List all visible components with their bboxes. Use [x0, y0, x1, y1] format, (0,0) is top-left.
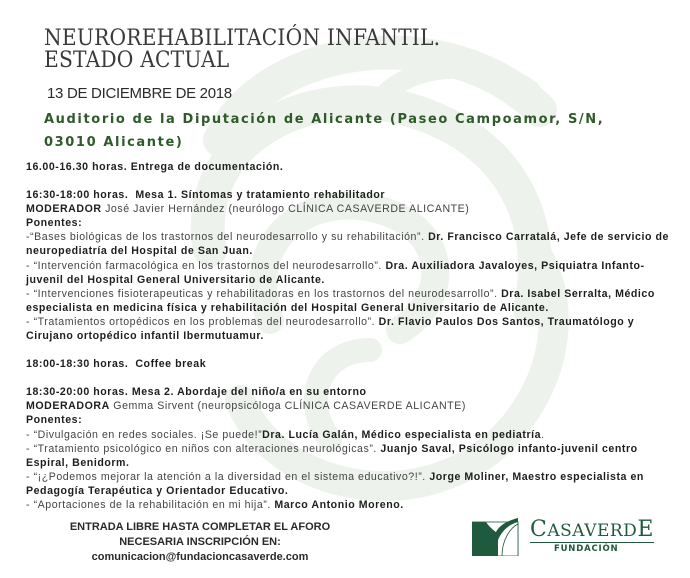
casaverde-logo	[472, 518, 672, 558]
talk-title: “Tratamientos ortopédicos en los problemas del neurodesarrollo”.	[33, 315, 376, 328]
talk-item	[26, 470, 676, 498]
talk-item	[26, 428, 676, 442]
speakers-label	[26, 216, 676, 230]
talk-prefix: -	[26, 287, 34, 300]
session-time: 18:00-18:30 horas.	[26, 358, 129, 371]
talk-speaker: Jorge Moliner, Maestro especialista en Pedagogía Terapéutica y Orientador Educativo.	[26, 470, 644, 497]
talk-item	[26, 315, 676, 343]
fundacion-label: FUNDACIÓN	[554, 544, 619, 554]
talk-prefix: -	[26, 442, 34, 455]
moderator-label: MODERADORA	[26, 400, 110, 413]
program-schedule	[26, 160, 676, 512]
talk-title: “Aportaciones de la rehabilitación en mi hija”.	[33, 498, 271, 511]
event-title	[44, 28, 440, 72]
talk-speaker: Dra. Auxiliadora Javaloyes, Psiquiatra Infanto-juvenil del Hospital General Universitario de Alicante.	[26, 259, 645, 286]
casaverde-wordmark	[530, 517, 654, 543]
talk-suffix: .	[541, 428, 545, 441]
registration-email[interactable]: comunicacion@fundacioncasaverde.com	[91, 551, 309, 563]
talk-item	[26, 442, 676, 470]
schedule-item-mesa2	[26, 385, 676, 399]
session-title: Mesa 2. Abordaje del niño/a en su entorno	[131, 386, 367, 399]
session-title: Entrega de documentación.	[130, 161, 284, 173]
moderator-label: MODERADOR	[26, 203, 102, 216]
talk-title: “¡¿Podemos mejorar la atención a la diversidad en el sistema educativo?!”.	[33, 470, 426, 483]
session-title: Coffee break	[135, 358, 207, 371]
talk-prefix: -	[26, 470, 34, 483]
session-time: 16:30-18:00 horas.	[26, 189, 129, 202]
session-time: 16.00-16.30 horas.	[26, 161, 128, 173]
registration-required: NECESARIA INSCRIPCIÓN EN:	[119, 536, 281, 548]
talk-prefix: -	[26, 259, 34, 272]
free-entry-notice: ENTRADA LIBRE HASTA COMPLETAR EL AFORO	[69, 521, 331, 533]
talk-title: “Bases biológicas de los trastornos del neurodesarrollo y su rehabilitación”.	[30, 231, 425, 244]
talk-item	[26, 230, 676, 258]
talk-title: “Tratamiento psicológico en niños con alteraciones neurológicas”.	[33, 442, 377, 455]
speakers-label-text: Ponentes:	[26, 414, 83, 427]
event-title-line1: NEUROREHABILITACIÓN INFANTIL.	[44, 26, 441, 51]
casaverde-logo-mark-icon	[472, 518, 522, 556]
moderator-name: Gemma Sirvent (neuropsicóloga CLÍNICA CASAVERDE ALICANTE)	[113, 400, 466, 413]
schedule-item-mesa1	[26, 188, 676, 202]
session-time: 18:30-20:00 horas.	[26, 386, 129, 399]
talk-prefix: -	[26, 315, 34, 328]
talk-prefix: -	[26, 231, 31, 244]
talk-speaker: Dr. Flavio Paulos Dos Santos, Traumatólogo y Cirujano ortopédico infantil Ibermutuamur.	[26, 315, 635, 343]
talk-speaker: Marco Antonio Moreno.	[274, 498, 404, 511]
event-date: 13 DE DICIEMBRE DE 2018	[47, 85, 232, 102]
wordmark-rest: ASAVERD	[547, 521, 638, 541]
wordmark-initial: C	[530, 517, 548, 542]
event-venue	[44, 108, 644, 154]
talk-title: “Intervención farmacológica en los trastornos del neurodesarrollo”.	[33, 259, 382, 272]
venue-line1: Auditorio de la Diputación de Alicante (Paseo Campoamor, S/N,	[44, 112, 605, 127]
talk-title: “Intervenciones fisioterapeuticas y rehabilitadoras en los trastornos del neurodesarrollo”.	[33, 287, 498, 300]
event-title-line2: ESTADO ACTUAL	[44, 48, 230, 73]
talk-item	[26, 259, 676, 287]
talk-item	[26, 498, 676, 512]
moderator-name: José Javier Hernández (neurólogo CLÍNICA CASAVERDE ALICANTE)	[105, 203, 470, 216]
talk-prefix: -	[26, 498, 34, 511]
session-title: Mesa 1. Síntomas y tratamiento rehabilitador	[135, 189, 386, 202]
talk-speaker: Dra. Lucía Galán, Médico especialista en pediatría	[262, 428, 542, 441]
registration-info	[40, 520, 360, 565]
speakers-label	[26, 413, 676, 427]
talk-item	[26, 287, 676, 315]
talk-speaker: Juanjo Saval, Psicólogo infanto-juvenil centro Espiral, Benidorm.	[26, 442, 638, 469]
moderator-line	[26, 202, 676, 216]
moderator-line	[26, 399, 676, 413]
speakers-label-text: Ponentes:	[26, 217, 83, 230]
talk-speaker: Dra. Isabel Serralta, Médico especialista en medicina física y rehabilitación del Hospital General Universitario de Alicante.	[26, 287, 655, 314]
schedule-item-registration	[26, 160, 676, 174]
talk-title: “Divulgación en redes sociales. ¡Se puede!”	[33, 428, 263, 441]
talk-prefix: -	[26, 428, 34, 441]
wordmark-last: E	[637, 517, 654, 542]
talk-speaker: Dr. Francisco Carratalá, Jefe de servicio de neuropediatría del Hospital de San Juan.	[26, 231, 669, 258]
schedule-item-coffee-break	[26, 357, 676, 371]
venue-line2: 03010 Alicante)	[44, 135, 184, 150]
